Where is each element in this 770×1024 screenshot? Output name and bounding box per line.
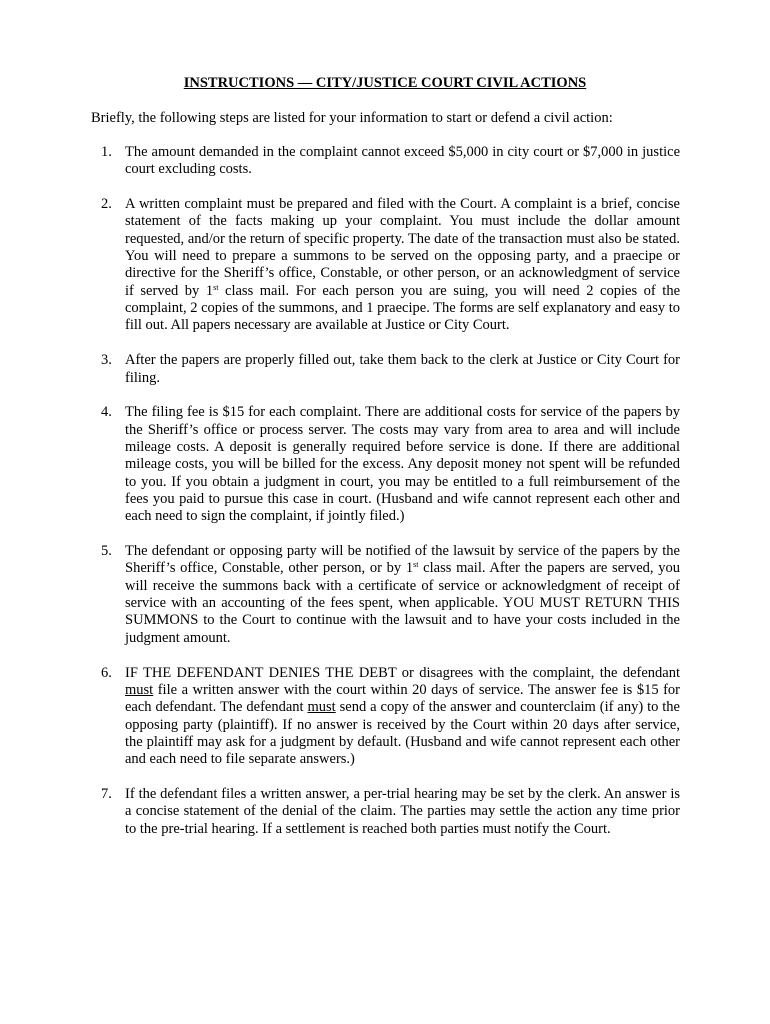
list-item-text-part: send a copy of the answer and counterclaim (if any) to the opposing party (plaintiff). If no answer is received by the Court within 20 days after service, the plaintiff may ask for a judgment by default. (Husband and wife cannot represent each other and each need to file separate answers.) [125, 699, 680, 768]
list-item-number: 4. [101, 404, 112, 421]
intro-paragraph: Briefly, the following steps are listed for your information to start or defend a civil action: [91, 110, 613, 126]
list-item-number: 1. [101, 144, 112, 160]
list-item-text [125, 543, 680, 646]
list-item-text-part: file a written answer with the court within 20 days of service. The answer fee is $15 for each defendant. The defendant [125, 681, 680, 716]
list-item-4 [91, 404, 680, 525]
underlined-emphasis: must [125, 681, 154, 698]
instructions-list [91, 144, 680, 855]
list-item-5 [91, 543, 680, 647]
list-item-6 [91, 665, 680, 769]
list-item-text-part: class mail. After the papers are served, you will receive the summons back with a certificate of service or acknowledgment of receipt of service with an accounting of the fees spent, when applicable. YOU MUST RETURN THIS SUMMONS to the Court to continue with the lawsuit and to have your costs included in the judgment amount. [125, 560, 680, 646]
list-item-7 [91, 786, 680, 838]
list-item-number: 6. [101, 664, 112, 681]
ordinal-superscript: st [413, 560, 419, 570]
list-item-text: The filing fee is $15 for each complaint. There are additional costs for service of the papers by the Sheriff’s office or process server. The costs may vary from area to area and will include mileage costs. A deposit is generally required before service is done. If there are additional mileage costs, you will be billed for the excess. Any deposit money not spent will be refunded to you. If you obtain a judgment in court, you may be entitled to a full reimbursement of the fees you paid to pursue this case in court. (Husband and wife cannot represent each other and each need to sign the complaint, if jointly filed.) [125, 404, 680, 525]
list-item-text-part: The defendant or opposing party will be notified of the lawsuit by service of the papers by the Sheriff’s office, Constable, other person, or by 1 [125, 543, 680, 577]
ordinal-superscript: st [213, 282, 219, 292]
list-item-text [125, 665, 680, 768]
list-item-number: 3. [101, 352, 112, 369]
list-item-3 [91, 352, 680, 387]
list-item-number: 2. [101, 196, 112, 213]
list-item-text: After the papers are properly filled out, take them back to the clerk at Justice or City Court for filing. [125, 352, 680, 386]
list-item-number: 5. [101, 543, 112, 560]
list-item-text: The amount demanded in the complaint cannot exceed $5,000 in city court or $7,000 in justice court excluding costs. [125, 144, 680, 178]
list-item-text-part: class mail. For each person you are suing, you will need 2 copies of the complaint, 2 copies of the summons, and 1 praecipe. The forms are self explanatory and easy to fill out. All papers necessary are available at Justice or City Court. [125, 282, 681, 334]
underlined-emphasis: must [307, 699, 336, 716]
list-item-number: 7. [101, 786, 112, 802]
list-item-1 [91, 144, 680, 179]
list-item-text [125, 196, 680, 333]
list-item-2 [91, 196, 680, 335]
list-item-text-part: A written complaint must be prepared and filed with the Court. A complaint is a brief, concise statement of the facts making up your complaint. You must include the dollar amount requested, and/or the return of specific property. The date of the transaction must also be stated. You will need to prepare a summons to be served on the opposing party, and a praecipe or directive for the Sheriff’s office, Constable, or other person, or an acknowledgment of service if served by 1 [125, 196, 680, 299]
list-item-text-part: IF THE DEFENDANT DENIES THE DEBT or disagrees with the complaint, the defendant [125, 664, 680, 681]
list-item-text: If the defendant files a written answer, a per-trial hearing may be set by the clerk. An answer is a concise statement of the denial of the claim. The parties may settle the action any time prior to the pre-trial hearing. If a settlement is reached both parties must notify the Court. [125, 786, 680, 837]
page-title: INSTRUCTIONS — CITY/JUSTICE COURT CIVIL ACTIONS [183, 75, 587, 91]
